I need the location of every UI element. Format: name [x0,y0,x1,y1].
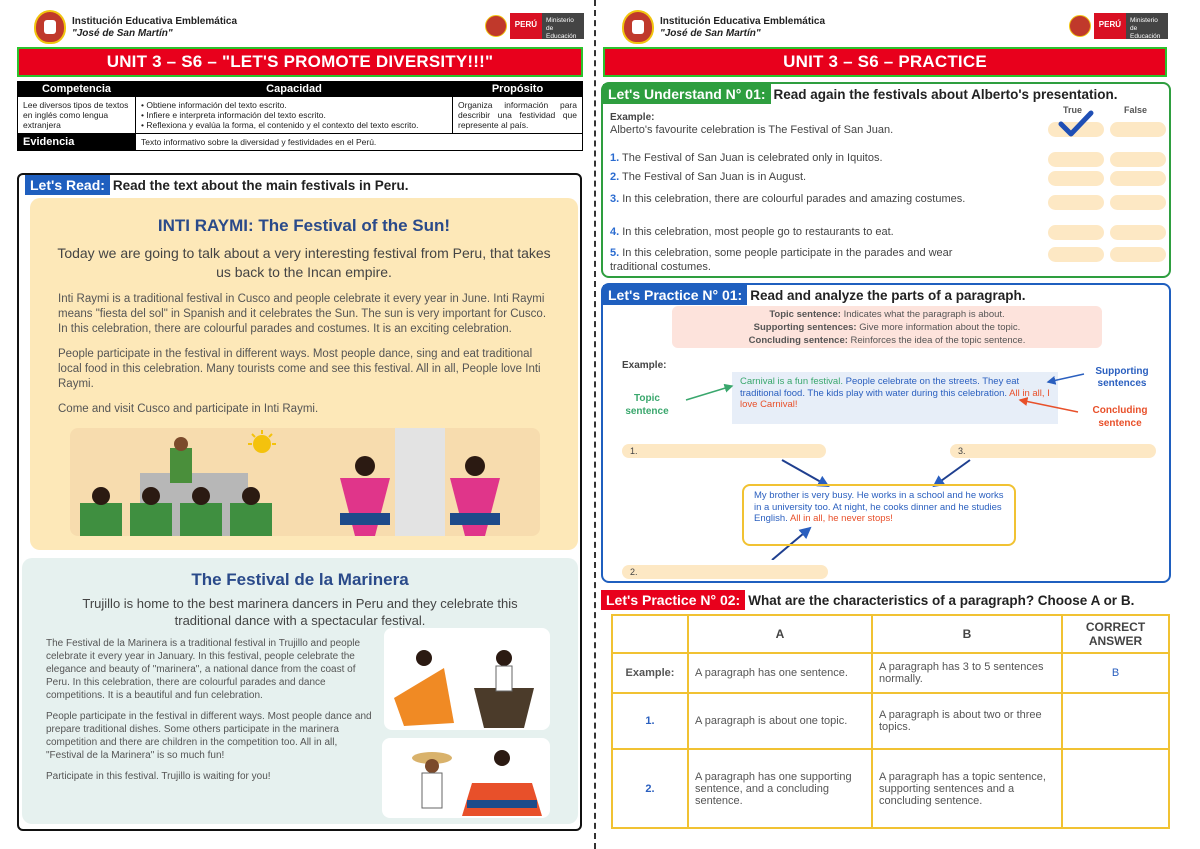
header-competencia: Competencia [18,82,136,97]
capacidad-item: • Infiere e interpreta información del texto escrito. [141,110,447,120]
practice-paragraph-end: All in all, he never stops! [789,513,893,524]
read-heading [25,175,408,195]
capacidad-item: • Reflexiona y evalúa la forma, el contenido y el contexto del texto escrito. [141,120,447,130]
header-right [600,8,1200,46]
blank-header [612,615,688,653]
header [0,8,592,46]
institution-name [660,16,825,40]
practice2-heading [601,590,1134,610]
inti-raymi-illustration-2 [300,428,540,536]
definition-term: Topic sentence: [769,309,841,320]
option-b: A paragraph has 3 to 5 sentences normally. [872,653,1062,693]
competency-table [17,81,583,151]
q4-false-box[interactable] [1110,225,1166,240]
inti-paragraph-1: Inti Raymi is a traditional festival in Cusco and people celebrate it every year in June. Inti Raymi means "fiesta del sol" in Spanish and it celebrates the Sun. The sun is very important for Cusco. In this celebration, there are colourful parades and costumes. It is an exciting celebration. [58,293,547,335]
column-a-header: A [688,615,872,653]
proposito-cell: Organiza información para describir una festividad que represente al país. [453,97,583,134]
page-title: UNIT 3 – S6 – "LET'S PROMOTE DIVERSITY!!!" [17,47,583,77]
marinera-title: The Festival de la Marinera [191,570,409,589]
blank-2-input[interactable]: 2. [622,565,828,579]
correct-answer-cell: B [1062,653,1169,693]
q4-true-box[interactable] [1048,225,1104,240]
marinera-illustration-1 [384,628,550,730]
table-row [612,653,1169,693]
question-text: The Festival of San Juan is celebrated only in Iquitos. [622,152,883,164]
practice-paragraph [742,484,1016,546]
marinera-subtitle: Trujillo is home to the best marinera dancers in Peru and they celebrate this traditional dance with a spectacular festival. [82,596,518,628]
ministry-logo [485,12,584,40]
read-tag: Let's Read: [25,175,110,195]
marinera-paragraph-1: The Festival de la Marinera is a traditional festival in Trujillo and people celebrate it every year in January. In this festival, people celebrate the elegance and beauty of "marinera", a national dance from the coast of Peru. In this celebration, there are colourful parades and dance competitions. It is a beautiful and fun celebration. [46,638,361,701]
example-concluding-sentence: All in all, I love Carnival! [740,387,1050,410]
paragraph-example-label: Example: [622,360,667,371]
question-number: 4. [610,226,620,238]
supporting-sentences-label: Supporting sentences [1095,366,1149,389]
practice-title: UNIT 3 – S6 – PRACTICE [603,47,1167,77]
ministry-logo [1069,12,1168,40]
question-text: The Festival of San Juan is in August. [622,171,807,183]
question-text: In this celebration, most people go to restaurants to eat. [622,226,894,238]
table-row [612,749,1169,828]
example-false-answer [1110,122,1166,137]
question-3 [610,192,990,206]
q1-false-box[interactable] [1110,152,1166,167]
question-5 [610,246,990,274]
peru-shield-icon [485,15,507,37]
checkmark-icon [1058,110,1094,138]
blank-3-input[interactable]: 3. [950,444,1156,458]
blank-1-input[interactable]: 1. [622,444,826,458]
practice-paragraph-body: My brother is very busy. He works in a school and he works in a university too. At night, he cooks dinner and he studies English. [754,490,1004,524]
option-a: A paragraph has one sentence. [688,653,872,693]
inti-raymi-illustration-1 [70,428,318,536]
definition-supporting [672,321,1102,334]
question-number: 1. [610,152,620,164]
read-instruction: Read the text about the main festivals in Peru. [112,178,409,193]
institution-line2: "José de San Martín" [660,28,761,39]
institution-line1: Institución Educativa Emblemática [660,16,826,27]
true-label: True [1063,105,1083,115]
understand-instruction: Read again the festivals about Alberto's presentation. [773,87,1118,102]
ministry-label: Ministerio de Educación [1126,13,1168,39]
q5-true-box[interactable] [1048,247,1104,262]
answer-input[interactable] [1062,749,1169,828]
q3-false-box[interactable] [1110,195,1166,210]
ministry-label: Ministerio de Educación [542,13,584,39]
header-capacidad: Capacidad [136,82,453,97]
question-4 [610,226,1010,238]
option-a: A paragraph has one supporting sentence, and a concluding sentence. [688,749,872,828]
example-statement: Alberto's favourite celebration is The Festival of San Juan. [610,124,894,136]
topic-sentence-label: Topic sentence [625,393,669,417]
q3-true-box[interactable] [1048,195,1104,210]
option-b: A paragraph has a topic sentence, supporting sentences and a concluding sentence. [872,749,1062,828]
inti-raymi-card [30,198,578,550]
capacidad-cell [136,97,453,134]
capacidad-item: • Obtiene información del texto escrito. [141,100,447,110]
page-divider [594,0,596,849]
marinera-paragraph-3: Participate in this festival. Trujillo is waiting for you! [46,771,271,782]
example-label: Example: [610,112,655,123]
definitions-box [672,306,1102,348]
q1-true-box[interactable] [1048,152,1104,167]
row-label: Example: [612,653,688,693]
correct-answer-header: CORRECT ANSWER [1062,615,1169,653]
peru-shield-icon [1069,15,1091,37]
competencia-cell: Lee diversos tipos de textos en inglés como lengua extranjera [18,97,136,134]
institution-name [72,16,237,40]
understand-tag: Let's Understand N° 01: [603,84,771,104]
question-2 [610,171,1010,183]
row-label: 2. [612,749,688,828]
practice2-tag: Let's Practice N° 02: [601,590,745,610]
marinera-card [22,558,578,824]
definition-term: Supporting sentences: [753,322,857,333]
practice1-tag: Let's Practice N° 01: [603,285,747,305]
q2-true-box[interactable] [1048,171,1104,186]
question-number: 3. [610,193,620,205]
peru-label: PERÚ [510,13,542,39]
marinera-paragraph-2: People participate in the festival in different ways. Most people dance and prepare traditional dishes. Some others participate in the marinera competition and there are children in the competition too. All in all, "Festival de la Marinera" is so much fun! [46,711,372,761]
header-proposito: Propósito [453,82,583,97]
definition-term: Concluding sentence: [748,335,848,346]
option-b: A paragraph is about two or three topics. [872,693,1062,749]
question-text: In this celebration, some people participate in the parades and wear traditional costumes. [610,247,953,273]
evidencia-label: Evidencia [18,134,136,151]
inti-title: INTI RAYMI: The Festival of the Sun! [157,216,451,235]
question-number: 2. [610,171,620,183]
question-text: In this celebration, there are colourful parades and amazing costumes. [622,193,966,205]
question-number: 5. [610,247,620,259]
evidencia-cell: Texto informativo sobre la diversidad y festividades en el Perú. [136,134,583,151]
marinera-dancers-icon [384,628,550,730]
peru-label: PERÚ [1094,13,1126,39]
inti-scene-2-icon [300,428,540,536]
definition-topic [672,308,1102,321]
inti-scene-1-icon [70,428,318,536]
concluding-sentence-label: Concluding sentence [1092,405,1148,429]
understand-heading [603,84,1118,104]
question-1 [610,152,1010,164]
false-label: False [1124,105,1148,115]
institution-line1: Institución Educativa Emblemática [72,16,238,27]
table-row [612,693,1169,749]
inti-paragraph-3: Come and visit Cusco and participate in Inti Raymi. [58,403,319,415]
definition-desc: Indicates what the paragraph is about. [843,309,1005,320]
example-supporting-sentences: People celebrate on the streets. They eat traditional food. The kids play with water during this celebration. [740,376,1020,399]
definition-desc: Reinforces the idea of the topic sentence. [850,335,1026,346]
characteristics-table [611,614,1170,829]
definition-concluding [672,334,1102,347]
school-crest-icon [622,10,654,44]
inti-paragraph-2: People participate in the festival in different ways. Most people dance, sing and eat traditional local food in this celebration. Many tourists come and see this festival. All in all, People love Inti Raymi. [58,348,541,390]
practice1-instruction: Read and analyze the parts of a paragraph. [750,288,1026,303]
inti-subtitle: Today we are going to talk about a very interesting festival from Peru, that takes us back to the Incan empire. [57,245,551,280]
example-topic-sentence: Carnival is a fun festival. [740,376,843,387]
answer-input[interactable] [1062,693,1169,749]
practice2-instruction: What are the characteristics of a paragraph? Choose A or B. [748,593,1135,608]
q5-false-box[interactable] [1110,247,1166,262]
q2-false-box[interactable] [1110,171,1166,186]
row-label: 1. [612,693,688,749]
option-a: A paragraph is about one topic. [688,693,872,749]
institution-line2: "José de San Martín" [72,28,173,39]
marinera-illustration-2 [382,738,550,818]
school-crest-icon [34,10,66,44]
column-b-header: B [872,615,1062,653]
practice1-heading [603,285,1026,305]
marinera-couple-icon [382,738,550,818]
definition-desc: Give more information about the topic. [859,322,1021,333]
